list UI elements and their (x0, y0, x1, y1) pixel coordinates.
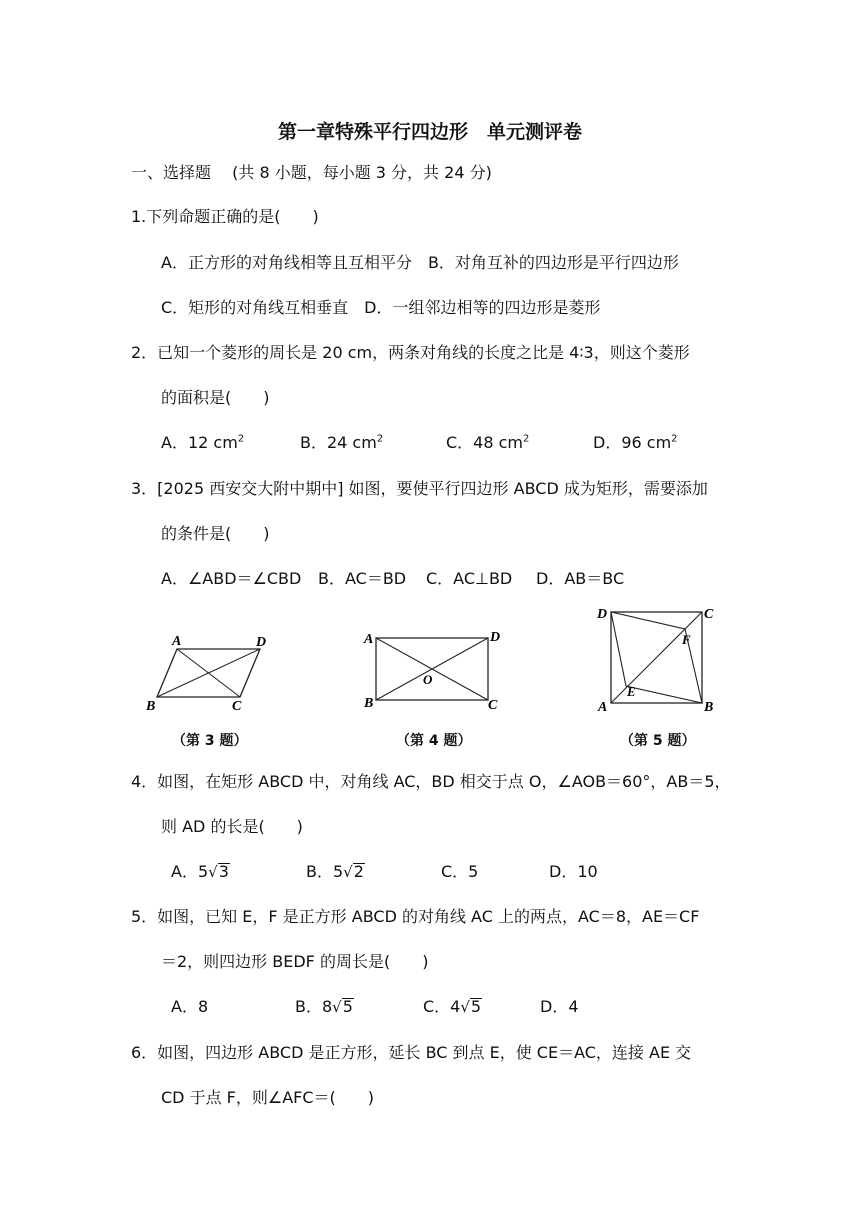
q3-stem-line2: 的条件是( ) (161, 524, 270, 543)
fig5-label-b: B (704, 700, 714, 715)
q6-stem-line2: CD 于点 F，则∠AFC＝( ) (161, 1088, 375, 1107)
q2-stem-line1: 2．已知一个菱形的周长是 20 cm，两条对角线的长度之比是 4∶3，则这个菱形 (131, 343, 690, 362)
q1-options-line1: A．正方形的对角线相等且互相平分 B．对角互补的四边形是平行四边形 (161, 253, 679, 272)
fig3-label-b: B (146, 699, 156, 714)
q3-option-d: D．AB＝BC (536, 569, 625, 588)
figure-5-square (594, 600, 724, 718)
figure-4-caption: （第 4 题） (396, 733, 472, 749)
fig4-label-d: D (490, 630, 501, 645)
q6-stem-line1: 6．如图，四边形 ABCD 是正方形，延长 BC 到点 E，使 CE＝AC，连接 AE 交 (131, 1043, 692, 1062)
q3-option-b: B．AC＝BD (318, 569, 407, 588)
fig3-label-d: D (256, 635, 267, 650)
page-title: 第一章特殊平行四边形 单元测评卷 (277, 121, 582, 143)
section-heading (131, 163, 492, 183)
fig5-label-e: E (627, 684, 636, 699)
q2-option-b: B．24 $cm^2$ (300, 433, 384, 452)
q2-option-c: C．48 $cm^2$ (446, 433, 530, 452)
q4-stem-line2: 则 AD 的长是( ) (161, 817, 303, 836)
fig4-label-c: C (488, 698, 498, 713)
figure-3-parallelogram (140, 630, 280, 720)
q4-option-a: A．5√3 (171, 862, 229, 881)
fig4-label-b: B (364, 696, 374, 711)
figure-4-rectangle (360, 625, 510, 715)
q2-option-d: D．96 $cm^2$ (593, 433, 678, 452)
fig5-label-d: D (597, 607, 608, 622)
fig4-label-o: O (423, 672, 433, 687)
q1-options-line2: C．矩形的对角线互相垂直 D．一组邻边相等的四边形是菱形 (161, 298, 601, 317)
q3-stem-line1: 3．[2025 西安交大附中期中] 如图，要使平行四边形 ABCD 成为矩形，需要添加 (131, 479, 708, 498)
figure-5-caption: （第 5 题） (620, 733, 696, 749)
q5-option-a: A．8 (171, 997, 209, 1016)
fig5-label-f: F (682, 632, 691, 647)
q5-option-b: B．8√5 (295, 997, 353, 1016)
q3-option-c: C．AC⊥BD (426, 569, 513, 588)
fig4-label-a: A (364, 632, 374, 647)
section-info: (共 8 小题，每小题 3 分，共 24 分) (232, 163, 492, 182)
fig3-label-a: A (172, 634, 182, 649)
q1-stem: 1.下列命题正确的是( ) (131, 207, 319, 226)
q2-option-a: A．12 $cm^2$ (161, 433, 245, 452)
q2-stem-line2: 的面积是( ) (161, 388, 270, 407)
fig5-label-a: A (598, 700, 608, 715)
q4-option-c: C．5 (441, 862, 479, 881)
fig3-label-c: C (232, 699, 242, 714)
q4-option-b: B．5√2 (306, 862, 364, 881)
q3-option-a: A．∠ABD＝∠CBD (161, 569, 302, 588)
q5-stem-line2: ＝2，则四边形 BEDF 的周长是( ) (161, 952, 429, 971)
q5-stem-line1: 5．如图，已知 E，F 是正方形 ABCD 的对角线 AC 上的两点，AC＝8，AE＝CF (131, 907, 700, 926)
section-label: 一、选择题 (131, 163, 212, 182)
fig5-label-c: C (704, 607, 714, 622)
q5-option-d: D．4 (540, 997, 579, 1016)
q4-option-d: D．10 (549, 862, 598, 881)
figure-3-caption: （第 3 题） (172, 733, 248, 749)
q5-option-c: C．4√5 (423, 997, 482, 1016)
q4-stem-line1: 4．如图，在矩形 ABCD 中，对角线 AC，BD 相交于点 O，∠AOB＝60°，AB＝5， (131, 772, 731, 791)
